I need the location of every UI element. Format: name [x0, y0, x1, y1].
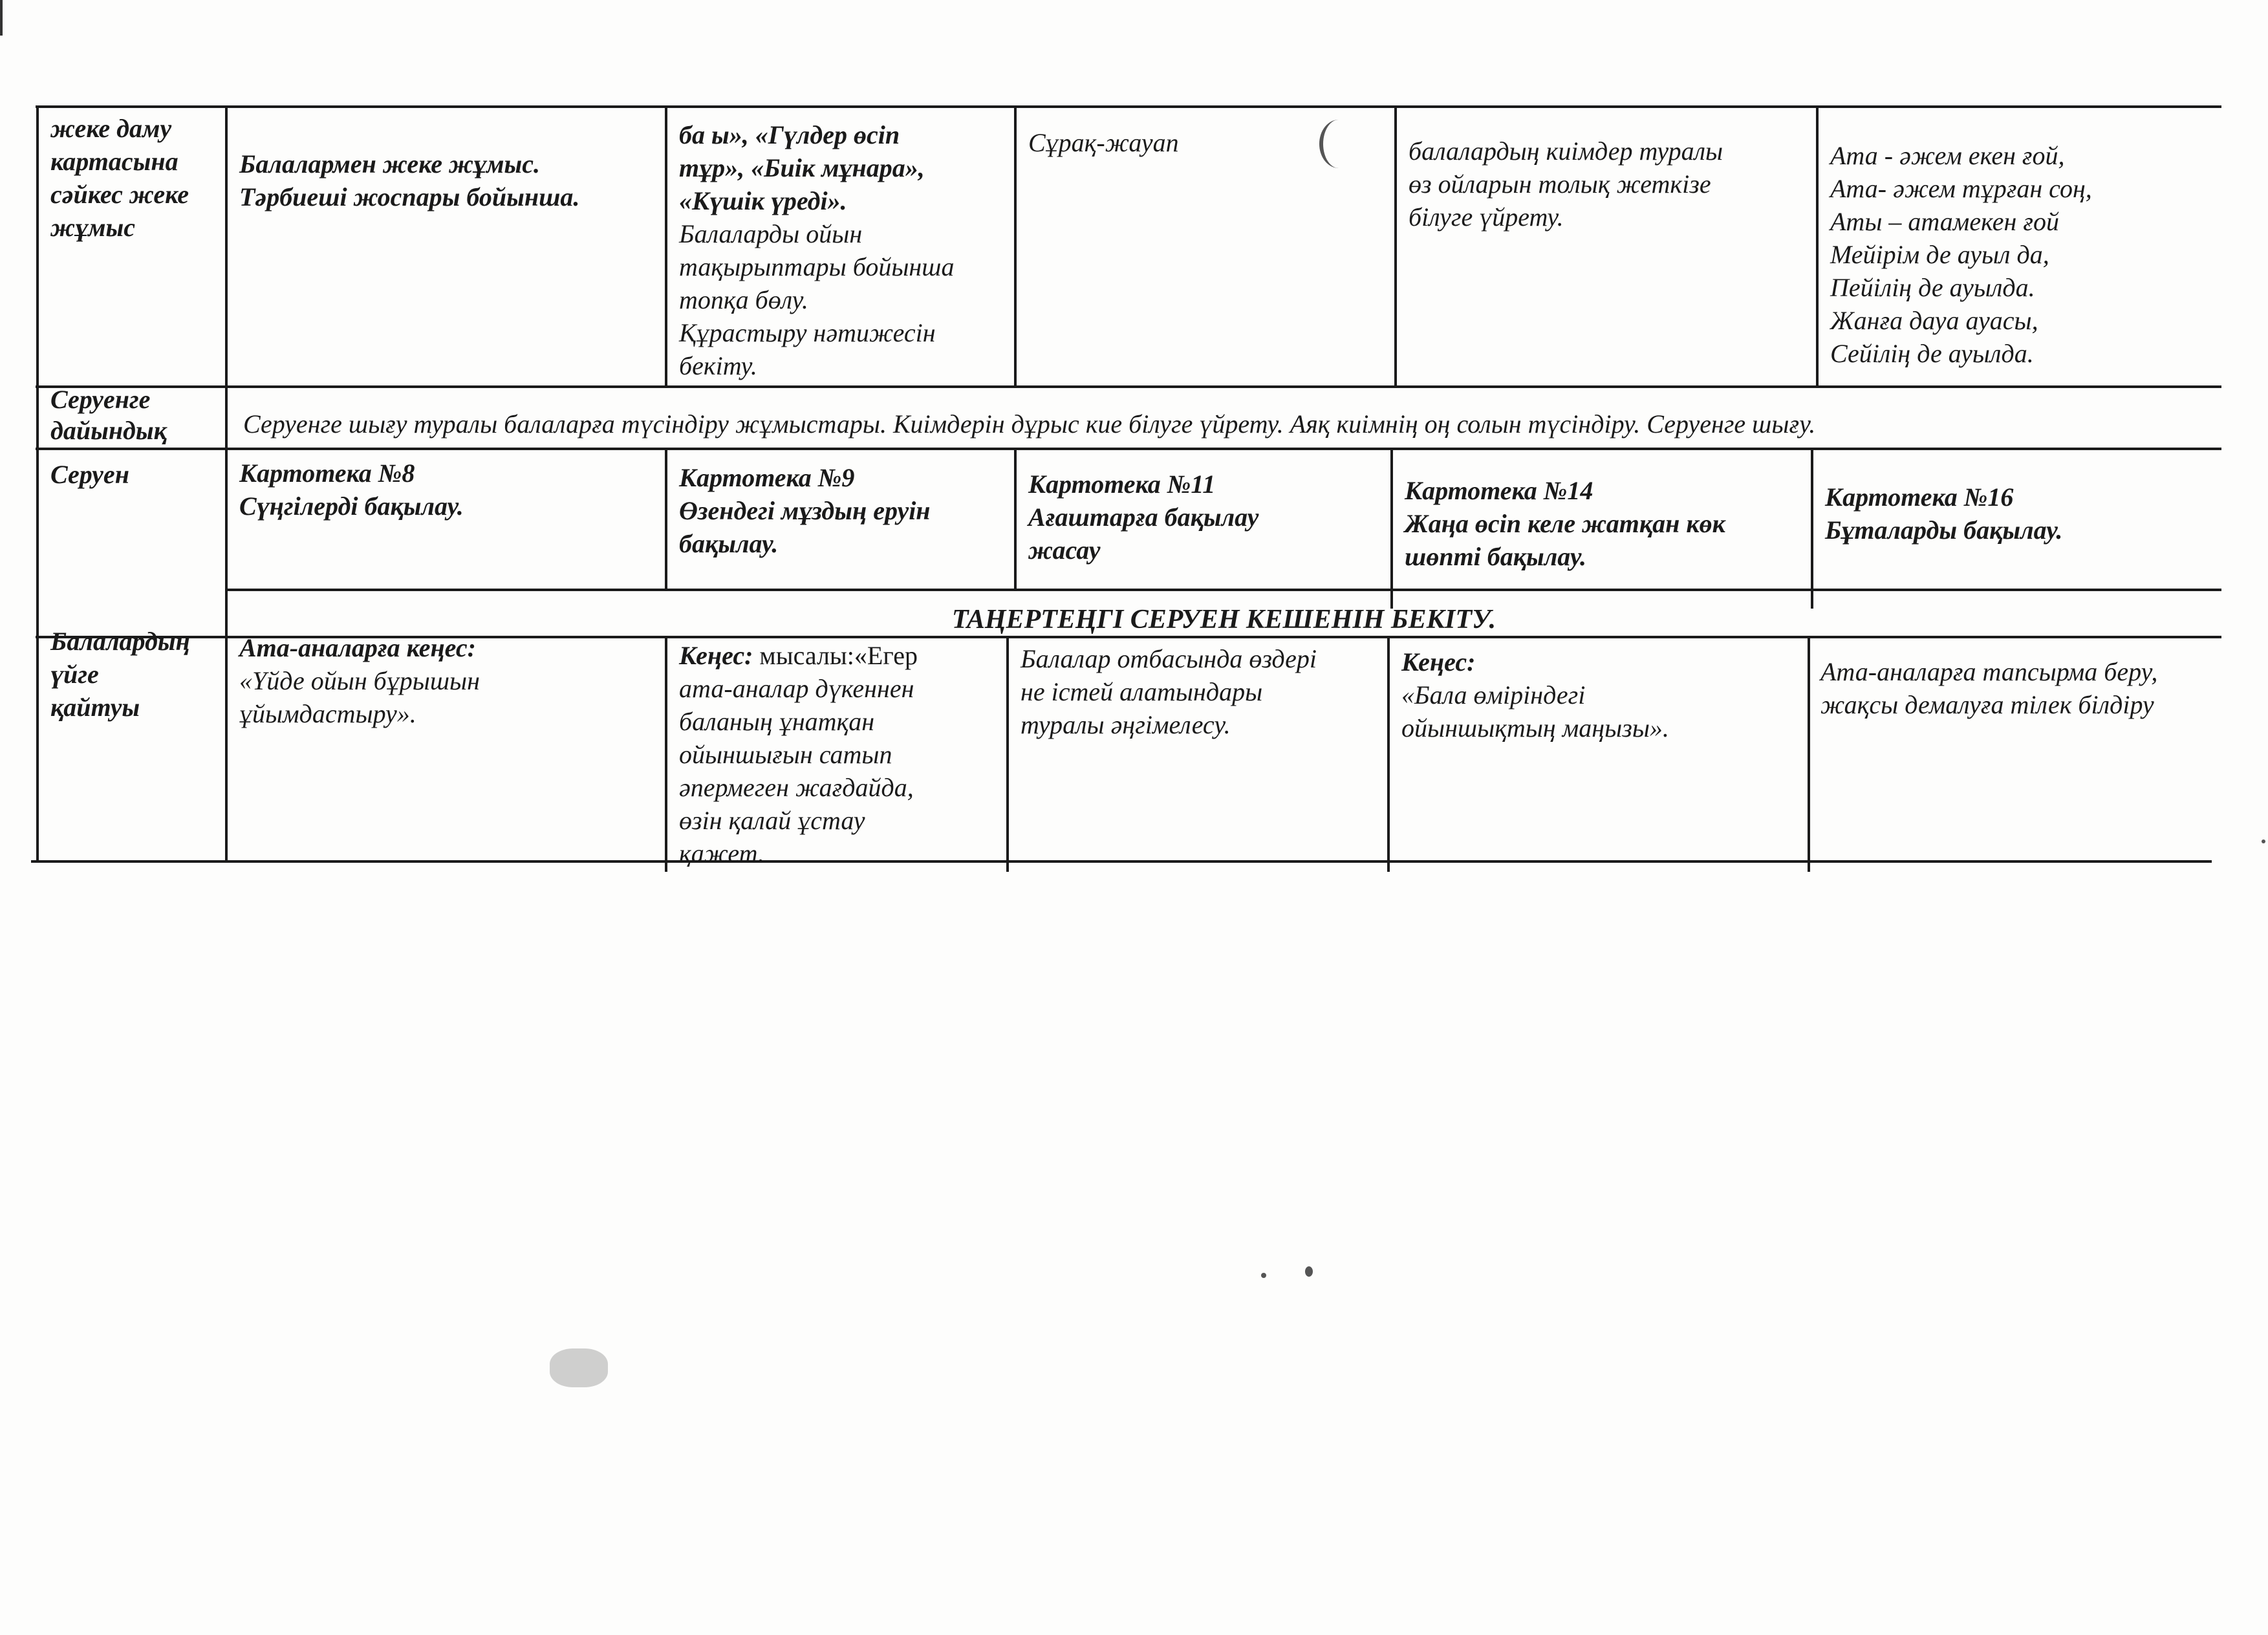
table-line-row2: [36, 448, 2221, 450]
ink-blot: [1319, 120, 1358, 168]
text-line: ойыншығын сатып: [679, 740, 892, 769]
text-line: Балалар отбасында өздері: [1021, 644, 1317, 673]
text-line: «Күшік үреді».: [679, 186, 847, 215]
label-line: сәйкес жеке: [50, 180, 189, 209]
label-line: қайтуы: [50, 693, 140, 722]
text-line: Ата-аналарға тапсырма беру,: [1820, 657, 2158, 686]
card-text: Жаңа өсіп келе жатқан көк: [1405, 509, 1725, 538]
advice-title: Ата-аналарға кеңес:: [239, 633, 476, 662]
poem-line: Ата - әжем екен ғой,: [1830, 141, 2065, 170]
scan-speck: [2262, 839, 2265, 843]
label-line: үйге: [50, 660, 99, 689]
card-text: жасау: [1028, 536, 1101, 565]
text-line: Балаларды ойын: [679, 219, 863, 248]
text-line: «Үйде ойын бұрышын: [239, 666, 480, 695]
scan-speck: [1261, 1273, 1266, 1278]
row-prep-text: [228, 388, 2221, 448]
label-line: Балалардың: [50, 627, 190, 656]
poem-line: Пейілің де ауылда.: [1830, 273, 2035, 302]
text-line: тұр», «Биік мұнара»,: [679, 153, 925, 182]
row-home-col4: [1390, 640, 1808, 860]
walk-card-9: [667, 456, 1014, 589]
card-title: Картотека №16: [1825, 482, 2014, 512]
row-walk-label: [39, 453, 225, 504]
card-title: Картотека №9: [679, 463, 855, 492]
card-title: Картотека №14: [1405, 476, 1593, 505]
label-line: картасына: [50, 147, 178, 176]
scan-smudge: [550, 1348, 608, 1387]
label-line: жеке даму: [50, 114, 172, 143]
advice-title: Кеңес:: [1401, 647, 1476, 677]
row-individual-col2: [667, 108, 1014, 385]
row-individual-col1: [228, 142, 665, 382]
text-line: тақырыптары бойынша: [679, 252, 955, 281]
text-line: топқа бөлу.: [679, 285, 808, 314]
row-home-col5: [1810, 650, 2221, 860]
card-title: Картотека №8: [239, 459, 415, 488]
poem-line: Мейірім де ауыл да,: [1830, 240, 2049, 269]
label-line: Серуен: [50, 460, 129, 489]
text-line: ба ы», «Гүлдер өсіп: [679, 120, 900, 149]
card-text: бақылау.: [679, 529, 779, 558]
text-line: туралы әңгімелесу.: [1021, 710, 1231, 739]
advice-title: Кеңес:: [679, 641, 753, 670]
label-line: дайындық: [50, 416, 167, 445]
text-line: ойыншықтың маңызы».: [1401, 713, 1669, 742]
scan-speck: [1305, 1266, 1313, 1277]
row-home-label: [39, 621, 225, 737]
poem-line: Аты – атамекен ғой: [1830, 207, 2059, 236]
poem-line: Ата- әжем тұрған соң,: [1830, 174, 2092, 203]
poem-line: Жанға дауа ауасы,: [1830, 306, 2038, 335]
card-text: Өзендегі мұздың еруін: [679, 496, 931, 525]
card-text: Ағаштарға бақылау: [1028, 503, 1259, 532]
row-prep-label: [39, 384, 225, 449]
text-line: әпермеген жағдайда,: [679, 773, 914, 802]
walk-summary-title: ТАҢЕРТЕҢГІ СЕРУЕН КЕШЕНІН БЕКІТУ.: [951, 605, 1496, 634]
text-line: ұйымдастыру».: [239, 699, 416, 728]
text-line: баланың ұнатқан: [679, 707, 875, 736]
table-line-bottom: [31, 860, 2212, 863]
text-line: жақсы демалуға тілек білдіру: [1820, 690, 2154, 719]
text-line: Құрастыру нәтижесін: [679, 318, 936, 347]
text-line: қажет.: [679, 839, 764, 867]
walk-card-16: [1813, 475, 2221, 598]
row-home-col1: [228, 626, 665, 859]
poem-line: Сейілің де ауылда.: [1830, 339, 2034, 368]
text-line: Сұрақ-жауап: [1028, 128, 1179, 157]
card-text: шөпті бақылау.: [1405, 542, 1587, 571]
page-edge-mark: [0, 0, 3, 36]
text-line: ата-аналар дүкеннен: [679, 674, 914, 703]
row-individual-col4: [1397, 129, 1816, 385]
row-individual-label: [39, 108, 225, 385]
row-individual-col5: [1819, 134, 2221, 385]
text-line: Тәрбиеші жоспары бойынша.: [239, 182, 580, 211]
card-text: Сүңгілерді бақылау.: [239, 492, 464, 521]
label-line: жұмыс: [50, 213, 135, 242]
text-line: өзін қалай ұстау: [679, 806, 865, 835]
text-line: [679, 639, 995, 672]
text-line: не істей алатындары: [1021, 677, 1263, 706]
text-inline: мысалы:«Егер: [753, 641, 918, 670]
card-title: Картотека №11: [1028, 470, 1216, 499]
row-home-col2: [667, 634, 1006, 867]
text-line: өз ойларын толық жеткізе: [1409, 169, 1711, 199]
row-home-col3: [1009, 637, 1387, 860]
text-line: «Бала өміріндегі: [1401, 680, 1586, 709]
text-line: Серуенге шығу туралы балаларға түсіндіру жұмыстары. Киімдерін дұрыс кие білуге үйрету. Аяқ киімнің оң солын түсіндіру. Серуенге шығу.: [243, 409, 1816, 439]
text-line: Балалармен жеке жұмыс.: [239, 149, 540, 179]
text-line: балалардың киімдер туралы: [1409, 136, 1723, 166]
walk-card-14: [1393, 469, 1811, 598]
walk-card-11: [1017, 462, 1390, 592]
walk-card-8: [228, 454, 665, 589]
label-line: Серуенге: [50, 385, 151, 414]
card-text: Бұталарды бақылау.: [1825, 515, 2063, 545]
table-line-top: [36, 105, 2221, 108]
text-line: бекіту.: [679, 351, 757, 380]
text-line: білуге үйрету.: [1409, 202, 1564, 232]
